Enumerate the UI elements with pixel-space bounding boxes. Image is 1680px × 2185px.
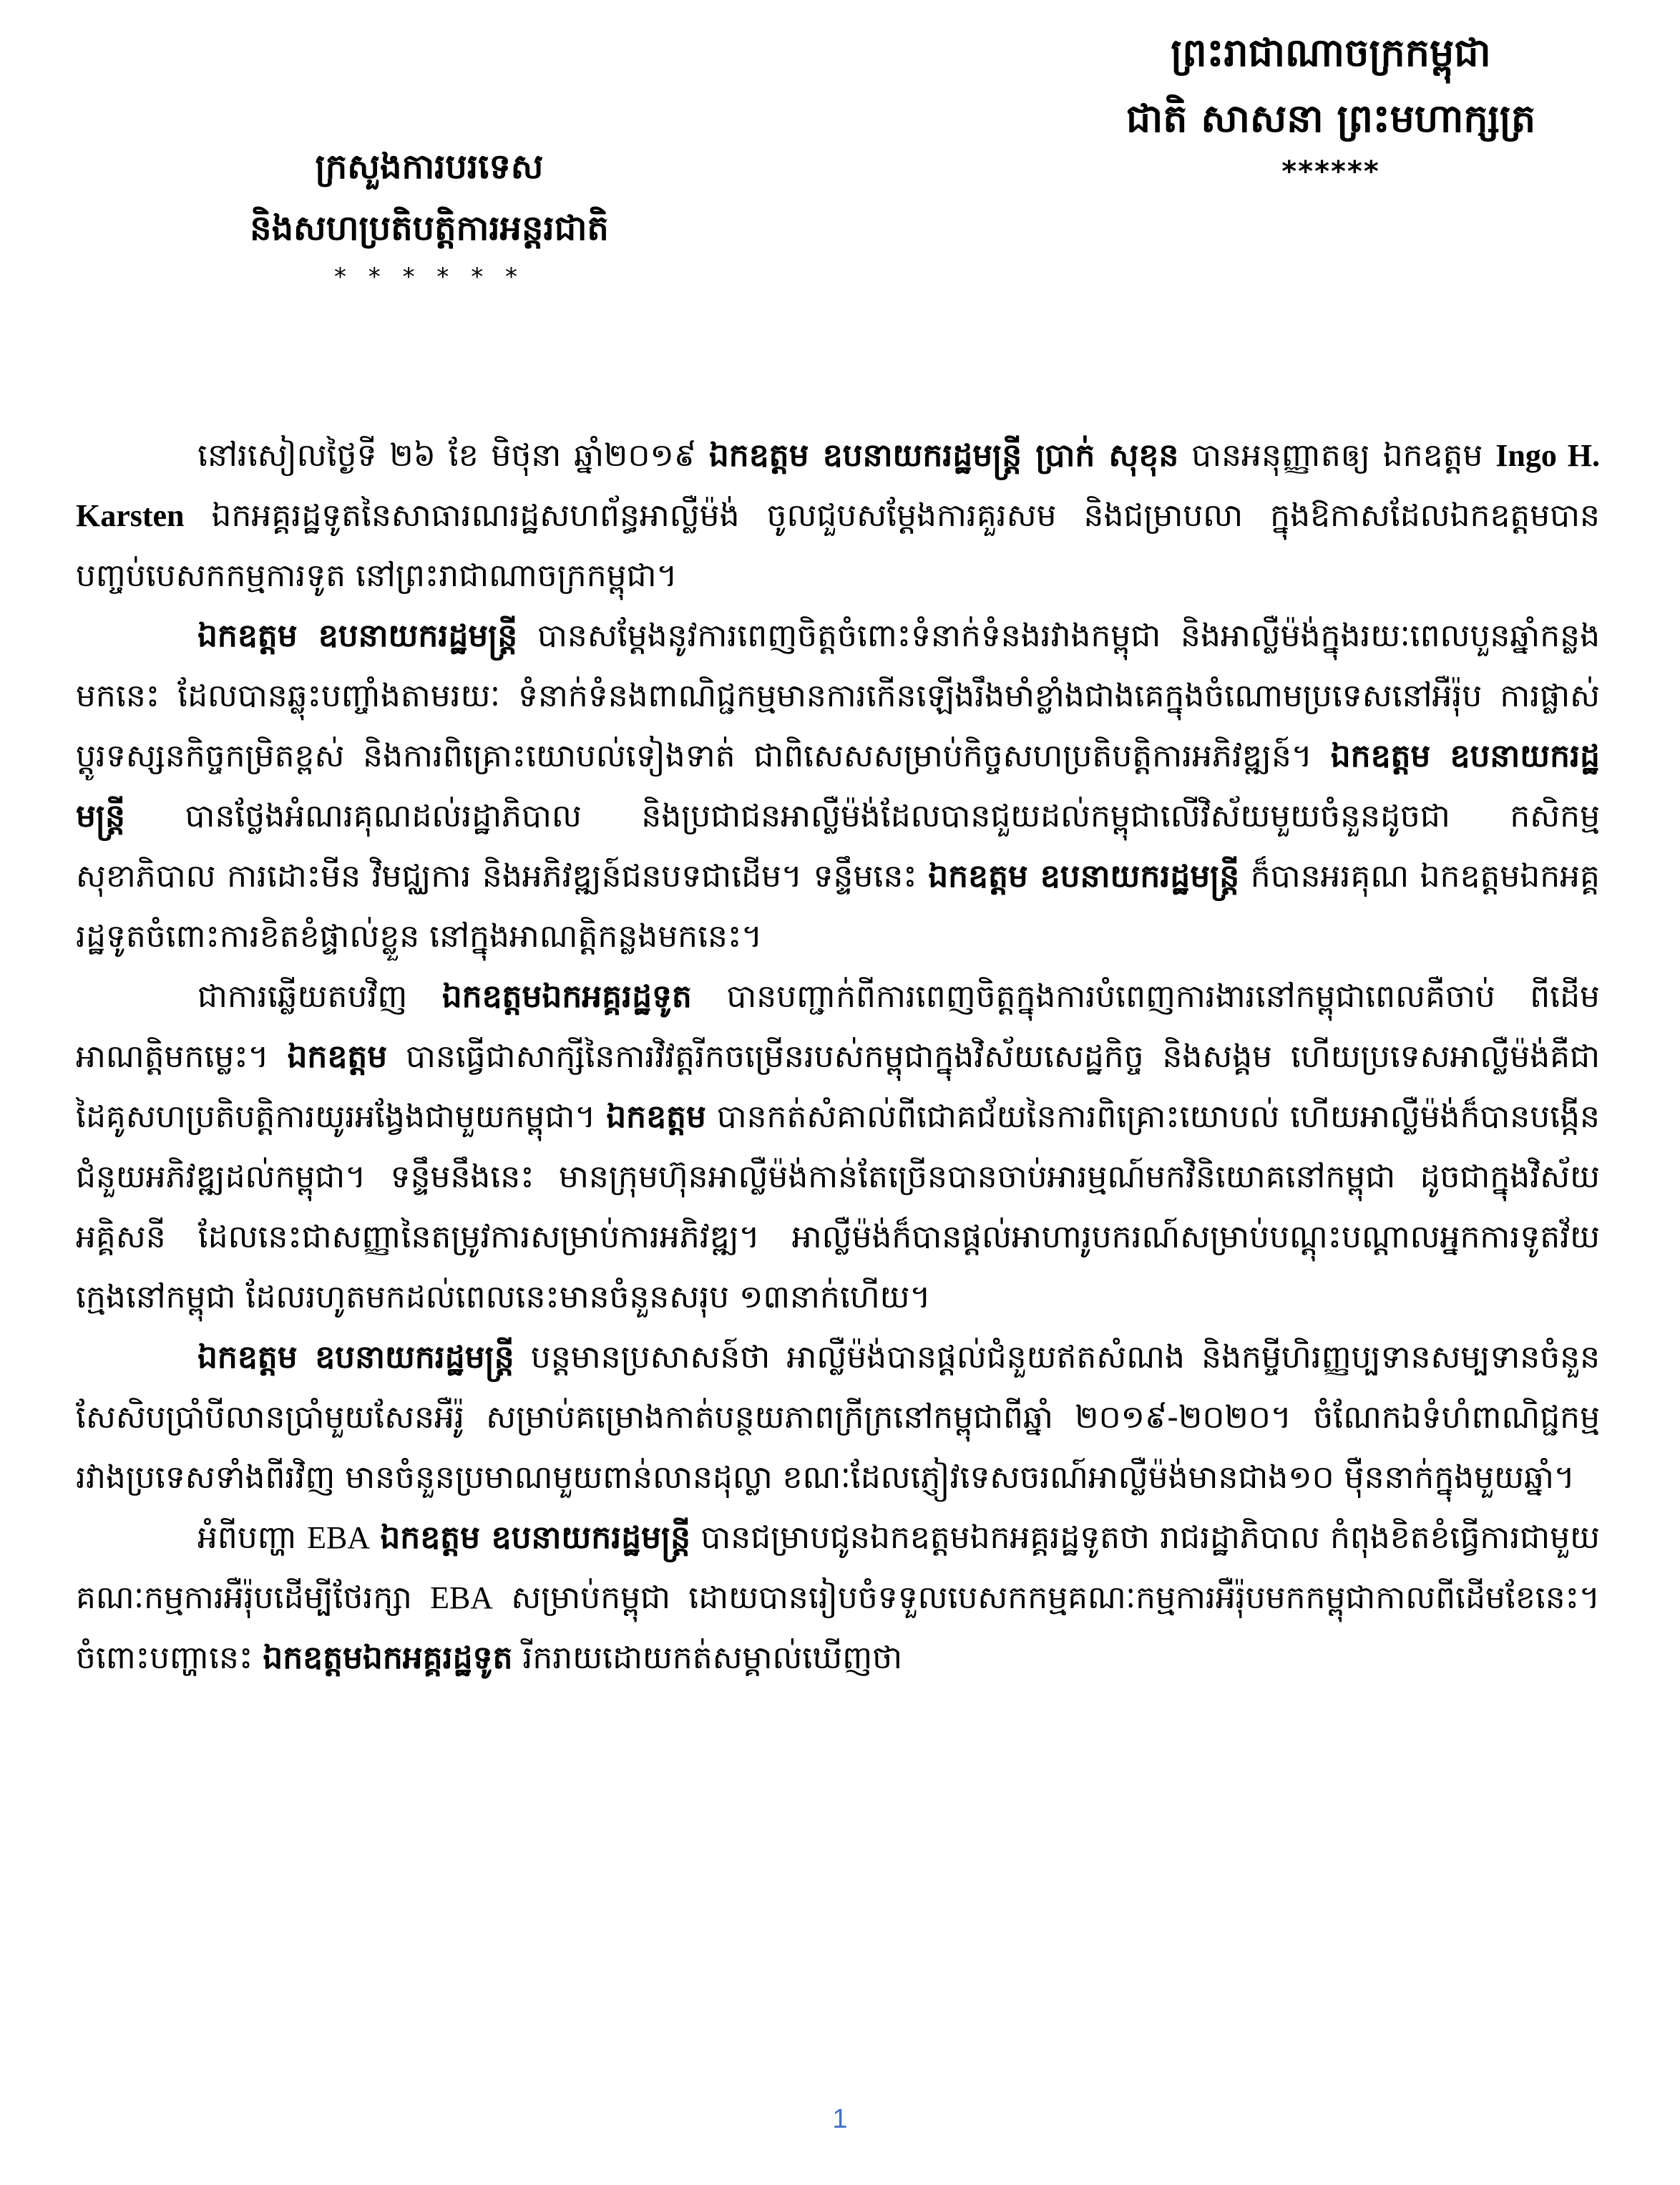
paragraph (76, 967, 1600, 1328)
text-run: រីករាយដោយកត់សម្គាល់ឃើញថា (512, 1640, 903, 1676)
text-run: បានថ្លែងអំណរគុណដល់រដ្ឋាភិបាល និងប្រជាជនអាល្លឺម៉ង់ដែលបានជួយដល់កម្ពុជាលើវិស័យមួយចំនួនដូចជា កសិកម្ម សុខាភិបាល ការដោះមីន វិមជ្ឈការ និងអភិវឌ្ឍន៍ជនបទជាដើម។ ទន្ទឹមនេះ (76, 798, 1600, 895)
text-run: បន្តមានប្រសាសន៍ថា អាល្លឺម៉ង់បានផ្តល់ជំនួយឥតសំណង និងកម្ចីហិរញ្ញប្បទានសម្បទានចំនួនសែសិបប្រាំបីលានប្រាំមួយសែនអឺរ៉ូ សម្រាប់គម្រោងកាត់បន្ថយភាពក្រីក្រនៅកម្ពុជាពីឆ្នាំ ២០១៩-២០២០។ ចំណែកឯទំហំពាណិជ្ជកម្មរវាងប្រទេសទាំងពីរវិញ មានចំនួនប្រមាណមួយពាន់លានដុល្លា ខណៈដែលភ្ញៀវទេសចរណ៍អាល្លឺម៉ង់មានជាង១០ ម៉ឺននាក់ក្នុងមួយឆ្នាំ។ (76, 1339, 1601, 1496)
text-run: បានជម្រាបជូនឯកឧត្តមឯកអគ្គរដ្ឋទូតថា រាជរដ្ឋាភិបាល កំពុងខិតខំធ្វើការជាមួយគណៈកម្មការអឺរ៉ុបដើម្បីថែរក្សា (76, 1519, 1600, 1616)
text-run: ក៏បានអរគុណ ឯកឧត្តមឯកអគ្គរដ្ឋទូតចំពោះការខិតខំផ្ទាល់ខ្លួន នៅក្នុងអាណត្តិកន្លងមកនេះ។ (76, 858, 1600, 955)
paragraph (76, 426, 1600, 606)
text-run: បានបញ្ជាក់ពីការពេញចិត្តក្នុងការបំពេញការងារនៅកម្ពុជាពេលគឺចាប់ ពីដើមអាណត្តិមកម្លេះ។ (76, 978, 1600, 1075)
text-run: EBA (307, 1520, 371, 1555)
kingdom-title: ព្រះរាជាណាចក្រកម្ពុជា (1171, 30, 1491, 75)
paragraph (76, 606, 1600, 967)
ministry-name-line2: និងសហប្រតិបត្តិការអន្តរជាតិ (250, 208, 609, 248)
kingdom-header (1016, 20, 1646, 192)
national-motto: ជាតិ សាសនា ព្រះមហាក្សត្រ (1125, 96, 1536, 141)
bold-text-run: ឯកឧត្តម (606, 1099, 706, 1135)
header-left-separator: * * * * * * (333, 263, 525, 291)
bold-text-run: ឯកឧត្តម ឧបនាយករដ្ឋមន្ត្រី (380, 1519, 691, 1556)
ministry-name-line1: ក្រសួងការបរទេស (315, 147, 544, 187)
text-run: ឯកអគ្គរដ្ឋទូតនៃសាធារណរដ្ឋសហព័ន្ធអាល្លឺម៉ង់ ចូលជួបសម្តែងការគួរសម និងជម្រាបលា ក្នុងឱកាសដែលឯកឧត្តមបានបញ្ចប់បេសកកម្មការទូត នៅព្រះរាជាណាចក្រកម្ពុជា។ (76, 497, 1600, 594)
ministry-header (179, 136, 680, 295)
page-number: 1 (832, 2104, 848, 2134)
bold-text-run: ឯកឧត្តម ឧបនាយករដ្ឋមន្ត្រី (197, 618, 518, 654)
text-run: បានសម្តែងនូវការពេញចិត្តចំពោះទំនាក់ទំនងរវាងកម្ពុជា និងអាល្លឺម៉ង់ក្នុងរយៈពេលបួនឆ្នាំកន្លងមកនេះ ដែលបានឆ្លុះបញ្ចាំងតាមរយៈ ទំនាក់ទំនងពាណិជ្ជកម្មមានការកើនឡើងរឹងមាំខ្លាំងជាងគេក្នុងចំណោមប្រទេសនៅអឺរ៉ុប ការផ្លាស់ប្តូរទស្សនកិច្ចកម្រិតខ្ពស់ និងការពិគ្រោះយោបល់ទៀងទាត់ ជាពិសេសសម្រាប់កិច្ចសហប្រតិបត្តិការអភិវឌ្ឍន៍។ (76, 618, 1600, 774)
bold-text-run: ឯកឧត្តម ឧបនាយករដ្ឋមន្ត្រី ប្រាក់ សុខុន (708, 437, 1179, 474)
text-run: EBA (430, 1580, 494, 1615)
header-right-separator: ****** (1281, 155, 1380, 188)
bold-text-run: ឯកឧត្តម (287, 1038, 388, 1075)
text-run: អំពីបញ្ហា (197, 1519, 308, 1556)
paragraph (76, 1328, 1600, 1508)
text-run: នៅរសៀលថ្ងៃទី ២៦ ខែ មិថុនា ឆ្នាំ២០១៩ (197, 437, 709, 474)
text-run: បានធ្វើជាសាក្សីនៃការវិវត្តរីកចម្រើនរបស់កម្ពុជាក្នុងវិស័យសេដ្ឋកិច្ច និងសង្គម ហើយប្រទេសអាល្លឺម៉ង់គឺជាដៃគូសហប្រតិបត្តិការយូរអង្វែងជាមួយកម្ពុជា។ (76, 1038, 1600, 1135)
bold-text-run: ឯកឧត្តម ឧបនាយករដ្ឋមន្ត្រី (928, 858, 1240, 895)
document-body (76, 426, 1600, 1688)
text-run (370, 1519, 380, 1556)
bold-text-run: ឯកឧត្តម ឧបនាយករដ្ឋមន្ត្រី (197, 1339, 514, 1376)
text-run: ជាការឆ្លើយតបវិញ (197, 978, 442, 1015)
bold-text-run: Ingo H. Karsten (76, 438, 1600, 533)
bold-text-run: ឯកឧត្តម ឧបនាយករដ្ឋមន្ត្រី (76, 738, 1600, 834)
text-run: បានអនុញ្ញាតឲ្យ ឯកឧត្តម (1178, 437, 1496, 474)
text-run: សម្រាប់កម្ពុជា ដោយបានរៀបចំទទួលបេសកកម្មគណៈកម្មការអឺរ៉ុបមកកម្ពុជាកាលពីដើមខែនេះ។ ចំពោះបញ្ហានេះ (76, 1580, 1600, 1676)
bold-text-run: ឯកឧត្តមឯកអគ្គរដ្ឋទូត (263, 1640, 513, 1676)
text-run: បានកត់សំគាល់ពីជោគជ័យនៃការពិគ្រោះយោបល់ ហើយអាល្លឺម៉ង់ក៏បានបង្កើនជំនួយអភិវឌ្ឍដល់កម្ពុជា។ ទន្ទឹមនឹងនេះ មានក្រុមហ៊ុនអាល្លឺម៉ង់កាន់តែច្រើនបានចាប់អារម្មណ៍មកវិនិយោគនៅកម្ពុជា ដូចជាក្នុងវិស័យអគ្គិសនី ដែលនេះជាសញ្ញានៃតម្រូវការសម្រាប់ការអភិវឌ្ឍ។ អាល្លឺម៉ង់ក៏បានផ្តល់អាហារូបករណ៍សម្រាប់បណ្តុះបណ្តាលអ្នកការទូតវ័យក្មេងនៅកម្ពុជា ដែលរហូតមកដល់ពេលនេះមានចំនួនសរុប ១៣នាក់ហើយ។ (76, 1099, 1600, 1315)
paragraph (76, 1508, 1600, 1688)
bold-text-run: ឯកឧត្តមឯកអគ្គរដ្ឋទូត (441, 978, 692, 1015)
